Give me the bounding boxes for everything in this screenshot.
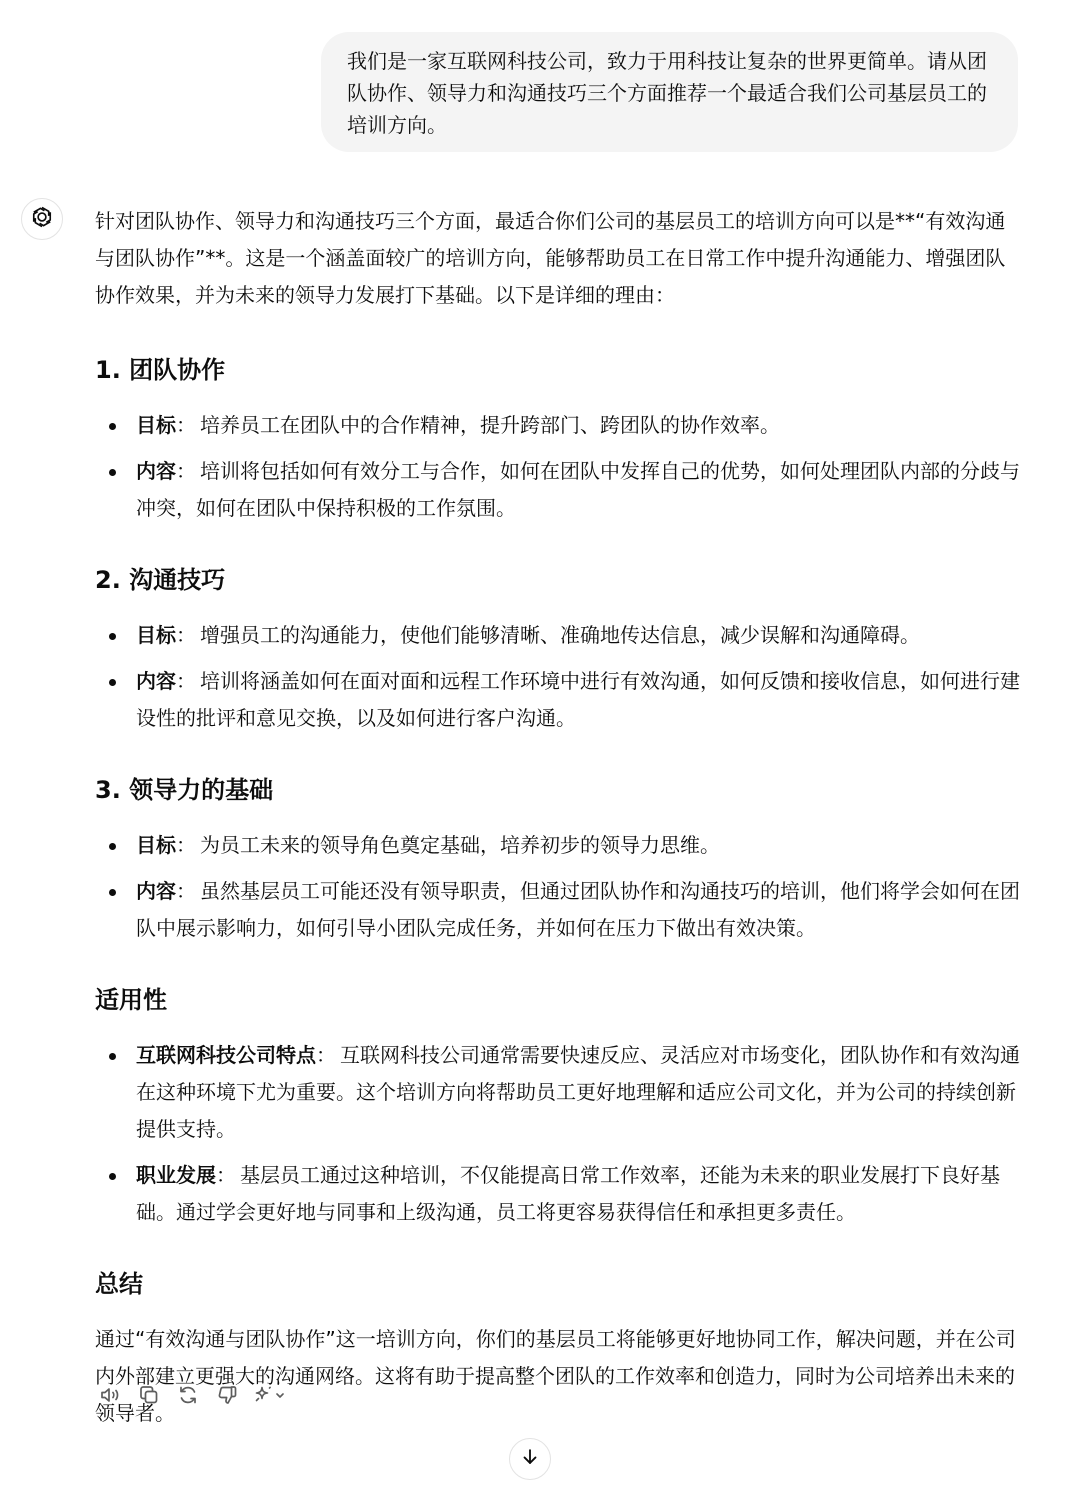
item-text: 虽然基层员工可能还没有领导职责，但通过团队协作和沟通技巧的培训，他们将学会如何在团队中展示影响力，如何引导小团队完成任务，并如何在压力下做出有效决策。 [136,879,1020,940]
sparkle-model-icon[interactable] [251,1380,289,1410]
summary-text: 通过“有效沟通与团队协作”这一培训方向，你们的基层员工将能够更好地协同工作，解决问题，并在公司内外部建立更强大的沟通网络。这将有助于提高整个团队的工作效率和创造力，同时为公司培养出未来的领导者。 [95,1327,1016,1425]
arrow-down-icon [519,1446,541,1472]
bullet-list [95,1037,1020,1231]
item-label: 目标 [136,833,176,857]
item-label: 内容 [136,459,176,483]
list-item [95,407,1020,444]
item-label: 内容 [136,669,176,693]
item-colon: ： [176,879,196,903]
message-action-bar [95,1380,298,1410]
answer-intro: 针对团队协作、领导力和沟通技巧三个方面，最适合你们公司的基层员工的培训方向可以是**“有效沟通与团队协作”**。这是一个涵盖面较广的培训方向，能够帮助员工在日常工作中提升沟通能力、增强团队协作效果，并为未来的领导力发展打下基础。以下是详细的理由： [95,209,1006,307]
item-label: 目标 [136,413,176,437]
item-label: 职业发展 [136,1163,216,1187]
item-colon: ： [176,833,196,857]
section-heading: 1. 团队协作 [95,356,226,384]
item-text: 培养员工在团队中的合作精神，提升跨部门、跨团队的协作效率。 [200,413,780,437]
item-label: 互联网科技公司特点 [136,1043,316,1067]
read-aloud-icon[interactable] [95,1380,125,1410]
item-text: 增强员工的沟通能力，使他们能够清晰、准确地传达信息，减少误解和沟通障碍。 [200,623,920,647]
list-item [95,453,1020,527]
item-text: 培训将包括如何有效分工与合作，如何在团队中发挥自己的优势，如何处理团队内部的分歧与冲突，如何在团队中保持积极的工作氛围。 [136,459,1020,520]
thumbs-down-icon[interactable] [212,1380,242,1410]
openai-logo-icon [29,204,55,234]
section-heading: 3. 领导力的基础 [95,776,274,804]
item-text: 为员工未来的领导角色奠定基础，培养初步的领导力思维。 [200,833,720,857]
item-text: 培训将涵盖如何在面对面和远程工作环境中进行有效沟通，如何反馈和接收信息，如何进行建设性的批评和意见交换，以及如何进行客户沟通。 [136,669,1020,730]
user-message-bubble [321,32,1018,152]
regenerate-icon[interactable] [173,1380,203,1410]
scroll-down-button[interactable] [509,1438,551,1480]
item-colon: ： [176,669,196,693]
item-colon: ： [176,623,196,647]
item-text: 互联网科技公司通常需要快速反应、灵活应对市场变化，团队协作和有效沟通在这种环境下尤为重要。这个培训方向将帮助员工更好地理解和适应公司文化，并为公司的持续创新提供支持。 [136,1043,1020,1141]
item-text: 基层员工通过这种培训，不仅能提高日常工作效率，还能为未来的职业发展打下良好基础。通过学会更好地与同事和上级沟通，员工将更容易获得信任和承担更多责任。 [136,1163,1000,1224]
item-label: 内容 [136,879,176,903]
assistant-answer [95,203,1020,1432]
list-item [95,873,1020,947]
item-label: 目标 [136,623,176,647]
list-item [95,1157,1020,1231]
copy-icon[interactable] [134,1380,164,1410]
list-item [95,1037,1020,1148]
bullet-list [95,617,1020,737]
section-heading: 2. 沟通技巧 [95,566,226,594]
section-heading: 适用性 [95,986,167,1014]
bullet-list [95,827,1020,947]
item-colon: ： [176,459,196,483]
user-message-text: 我们是一家互联网科技公司，致力于用科技让复杂的世界更简单。请从团队协作、领导力和沟通技巧三个方面推荐一个最适合我们公司基层员工的培训方向。 [347,49,987,137]
list-item [95,617,1020,654]
item-colon: ： [176,413,196,437]
summary-heading: 总结 [95,1270,143,1298]
list-item [95,827,1020,864]
list-item [95,663,1020,737]
item-colon: ： [316,1043,336,1067]
bullet-list [95,407,1020,527]
assistant-avatar [21,198,63,240]
item-colon: ： [216,1163,236,1187]
